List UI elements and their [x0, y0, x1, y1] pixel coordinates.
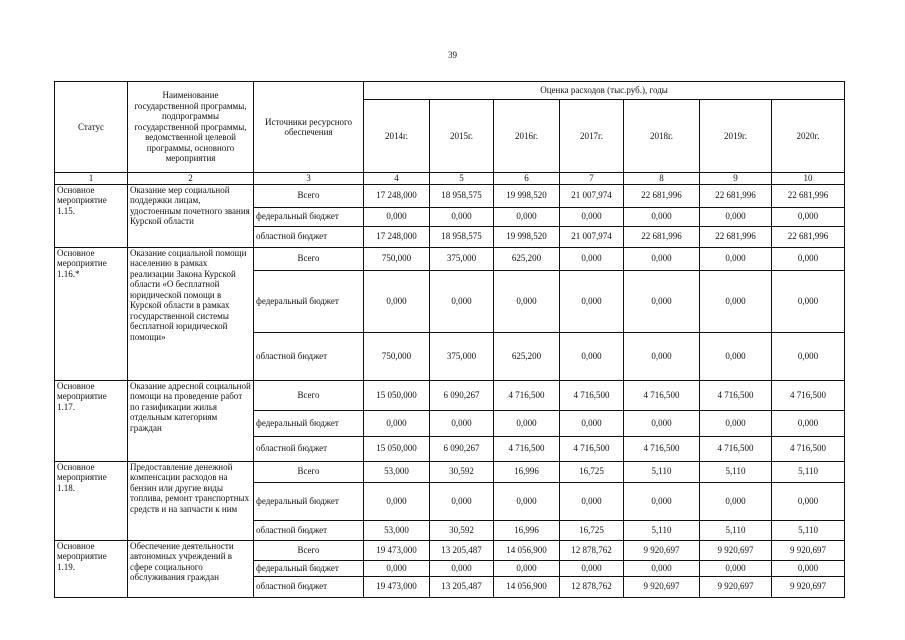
- amount-cell: 0,000: [494, 560, 560, 576]
- header-name: Наименование государственной программы, подпрограммы государственной программы, ведомственной целевой программы, основного мероприятия: [128, 82, 254, 173]
- amount-cell: 22 681,996: [772, 226, 845, 247]
- header-year: 2014г.: [364, 100, 430, 173]
- amount-cell: 0,000: [430, 207, 494, 226]
- amount-cell: 0,000: [560, 207, 624, 226]
- amount-cell: 18 958,575: [430, 184, 494, 207]
- program-name-text: Оказание мер социальной поддержки лицам, удостоенным почетного звания Курской области: [130, 184, 250, 226]
- program-name-cell: [128, 184, 254, 247]
- amount-cell: 0,000: [772, 482, 845, 520]
- funding-source: Всего: [254, 461, 364, 482]
- amount-cell: 0,000: [494, 270, 560, 332]
- amount-cell: 0,000: [364, 207, 430, 226]
- amount-cell: 0,000: [494, 482, 560, 520]
- amount-cell: 4 716,500: [560, 436, 624, 461]
- table-row: [55, 247, 845, 270]
- amount-cell: 21 007,974: [560, 226, 624, 247]
- amount-cell: 16,725: [560, 520, 624, 540]
- amount-cell: 0,000: [700, 247, 772, 270]
- amount-cell: 5,110: [700, 461, 772, 482]
- amount-cell: 4 716,500: [624, 380, 700, 410]
- amount-cell: 0,000: [494, 410, 560, 436]
- amount-cell: 0,000: [560, 247, 624, 270]
- amount-cell: 21 007,974: [560, 184, 624, 207]
- amount-cell: 0,000: [700, 332, 772, 380]
- amount-cell: 0,000: [772, 560, 845, 576]
- amount-cell: 0,000: [772, 410, 845, 436]
- amount-cell: 18 958,575: [430, 226, 494, 247]
- budget-table: [54, 81, 845, 598]
- amount-cell: 0,000: [624, 482, 700, 520]
- page-number: 39: [448, 50, 457, 60]
- amount-cell: 22 681,996: [772, 184, 845, 207]
- funding-source: федеральный бюджет: [254, 560, 364, 576]
- amount-cell: 0,000: [560, 332, 624, 380]
- funding-source: областной бюджет: [254, 520, 364, 540]
- status-text: Основное мероприятие 1.18.: [57, 461, 107, 493]
- amount-cell: 0,000: [700, 560, 772, 576]
- amount-cell: 30,592: [430, 461, 494, 482]
- amount-cell: 0,000: [772, 270, 845, 332]
- table-row: [55, 184, 845, 207]
- amount-cell: 0,000: [364, 482, 430, 520]
- status-cell: [55, 380, 128, 461]
- amount-cell: 0,000: [364, 270, 430, 332]
- amount-cell: 19 998,520: [494, 184, 560, 207]
- status-cell: [55, 540, 128, 597]
- amount-cell: 0,000: [560, 560, 624, 576]
- amount-cell: 0,000: [772, 247, 845, 270]
- status-cell: [55, 461, 128, 540]
- header-year: 2018г.: [624, 100, 700, 173]
- amount-cell: 16,996: [494, 520, 560, 540]
- amount-cell: 750,000: [364, 247, 430, 270]
- amount-cell: 5,110: [624, 520, 700, 540]
- amount-cell: 14 056,900: [494, 576, 560, 597]
- amount-cell: 30,592: [430, 520, 494, 540]
- amount-cell: 22 681,996: [624, 226, 700, 247]
- program-name-cell: [128, 461, 254, 540]
- amount-cell: 4 716,500: [494, 380, 560, 410]
- header-estimate: Оценка расходов (тыс.руб.), годы: [364, 82, 845, 100]
- amount-cell: 9 920,697: [624, 540, 700, 560]
- amount-cell: 6 090,267: [430, 436, 494, 461]
- column-number: 1: [55, 173, 128, 185]
- program-name-text: Оказание социальной помощи населению в рамках реализации Закона Курской области «О бесплатной юридической помощи в Курской области в рамках государственной системы бесплатной юридической помощи»: [130, 247, 247, 342]
- funding-source: федеральный бюджет: [254, 410, 364, 436]
- amount-cell: 625,200: [494, 332, 560, 380]
- amount-cell: 22 681,996: [700, 184, 772, 207]
- amount-cell: 5,110: [700, 520, 772, 540]
- amount-cell: 0,000: [700, 270, 772, 332]
- amount-cell: 4 716,500: [624, 436, 700, 461]
- header-year: 2020г.: [772, 100, 845, 173]
- column-number: 4: [364, 173, 430, 185]
- amount-cell: 12 878,762: [560, 576, 624, 597]
- status-cell: [55, 184, 128, 247]
- header-year: 2015г.: [430, 100, 494, 173]
- amount-cell: 15 050,000: [364, 380, 430, 410]
- amount-cell: 0,000: [430, 270, 494, 332]
- amount-cell: 0,000: [624, 207, 700, 226]
- amount-cell: 0,000: [700, 207, 772, 226]
- amount-cell: 9 920,697: [772, 540, 845, 560]
- amount-cell: 16,725: [560, 461, 624, 482]
- table-body: [55, 184, 845, 597]
- header-year: 2017г.: [560, 100, 624, 173]
- amount-cell: 5,110: [624, 461, 700, 482]
- amount-cell: 0,000: [494, 207, 560, 226]
- amount-cell: 0,000: [772, 207, 845, 226]
- amount-cell: 0,000: [700, 410, 772, 436]
- amount-cell: 17 248,000: [364, 226, 430, 247]
- amount-cell: 19 998,520: [494, 226, 560, 247]
- amount-cell: 0,000: [560, 270, 624, 332]
- amount-cell: 13 205,487: [430, 540, 494, 560]
- column-number: 10: [772, 173, 845, 185]
- header-year: 2016г.: [494, 100, 560, 173]
- amount-cell: 9 920,697: [772, 576, 845, 597]
- column-number: 9: [700, 173, 772, 185]
- amount-cell: 0,000: [624, 247, 700, 270]
- amount-cell: 0,000: [560, 482, 624, 520]
- funding-source: областной бюджет: [254, 332, 364, 380]
- program-name-text: Предоставление денежной компенсации расходов на бензин или другие виды топлива, ремонт транспортных средств и на запчасти к ним: [130, 461, 250, 514]
- funding-source: Всего: [254, 380, 364, 410]
- amount-cell: 375,000: [430, 247, 494, 270]
- column-number: 7: [560, 173, 624, 185]
- status-text: Основное мероприятие 1.15.: [57, 184, 107, 216]
- funding-source: федеральный бюджет: [254, 270, 364, 332]
- funding-source: Всего: [254, 184, 364, 207]
- column-number: 3: [254, 173, 364, 185]
- amount-cell: 19 473,000: [364, 540, 430, 560]
- status-cell: [55, 247, 128, 380]
- amount-cell: 5,110: [772, 520, 845, 540]
- amount-cell: 375,000: [430, 332, 494, 380]
- amount-cell: 0,000: [624, 332, 700, 380]
- amount-cell: 0,000: [700, 482, 772, 520]
- header-year: 2019г.: [700, 100, 772, 173]
- amount-cell: 4 716,500: [560, 380, 624, 410]
- column-number: 8: [624, 173, 700, 185]
- amount-cell: 17 248,000: [364, 184, 430, 207]
- amount-cell: 0,000: [624, 560, 700, 576]
- amount-cell: 5,110: [772, 461, 845, 482]
- amount-cell: 625,200: [494, 247, 560, 270]
- program-name-cell: [128, 247, 254, 380]
- table-row: [55, 540, 845, 560]
- amount-cell: 9 920,697: [700, 540, 772, 560]
- column-number: 2: [128, 173, 254, 185]
- amount-cell: 0,000: [624, 410, 700, 436]
- amount-cell: 750,000: [364, 332, 430, 380]
- program-name-cell: [128, 540, 254, 597]
- funding-source: Всего: [254, 247, 364, 270]
- amount-cell: 22 681,996: [624, 184, 700, 207]
- amount-cell: 19 473,000: [364, 576, 430, 597]
- amount-cell: 53,000: [364, 520, 430, 540]
- amount-cell: 9 920,697: [700, 576, 772, 597]
- program-name-text: Обеспечение деятельности автономных учреждений в сфере социального обслуживания граждан: [130, 540, 234, 582]
- amount-cell: 12 878,762: [560, 540, 624, 560]
- funding-source: федеральный бюджет: [254, 207, 364, 226]
- funding-source: Всего: [254, 540, 364, 560]
- column-numbers-row: [55, 173, 845, 185]
- program-name-text: Оказание адресной социальной помощи на проведение работ по газификации жилья отдельным категориям граждан: [130, 380, 251, 433]
- status-text: Основное мероприятие 1.19.: [57, 540, 107, 572]
- column-number: 6: [494, 173, 560, 185]
- amount-cell: 4 716,500: [772, 436, 845, 461]
- amount-cell: 0,000: [364, 560, 430, 576]
- column-number: 5: [430, 173, 494, 185]
- amount-cell: 15 050,000: [364, 436, 430, 461]
- funding-source: областной бюджет: [254, 226, 364, 247]
- status-text: Основное мероприятие 1.16.*: [57, 247, 107, 279]
- amount-cell: 0,000: [430, 410, 494, 436]
- amount-cell: 0,000: [430, 560, 494, 576]
- amount-cell: 13 205,487: [430, 576, 494, 597]
- header-sources: Источники ресурсного обеспечения: [254, 82, 364, 173]
- amount-cell: 6 090,267: [430, 380, 494, 410]
- funding-source: областной бюджет: [254, 576, 364, 597]
- header-status: Статус: [55, 82, 128, 173]
- amount-cell: 4 716,500: [700, 436, 772, 461]
- amount-cell: 0,000: [560, 410, 624, 436]
- amount-cell: 9 920,697: [624, 576, 700, 597]
- amount-cell: 0,000: [430, 482, 494, 520]
- amount-cell: 0,000: [772, 332, 845, 380]
- amount-cell: 22 681,996: [700, 226, 772, 247]
- amount-cell: 0,000: [624, 270, 700, 332]
- amount-cell: 14 056,900: [494, 540, 560, 560]
- amount-cell: 0,000: [364, 410, 430, 436]
- funding-source: федеральный бюджет: [254, 482, 364, 520]
- table-row: [55, 461, 845, 482]
- amount-cell: 53,000: [364, 461, 430, 482]
- program-name-cell: [128, 380, 254, 461]
- amount-cell: 4 716,500: [772, 380, 845, 410]
- amount-cell: 16,996: [494, 461, 560, 482]
- amount-cell: 4 716,500: [700, 380, 772, 410]
- funding-source: областной бюджет: [254, 436, 364, 461]
- amount-cell: 4 716,500: [494, 436, 560, 461]
- table-row: [55, 380, 845, 410]
- status-text: Основное мероприятие 1.17.: [57, 380, 107, 412]
